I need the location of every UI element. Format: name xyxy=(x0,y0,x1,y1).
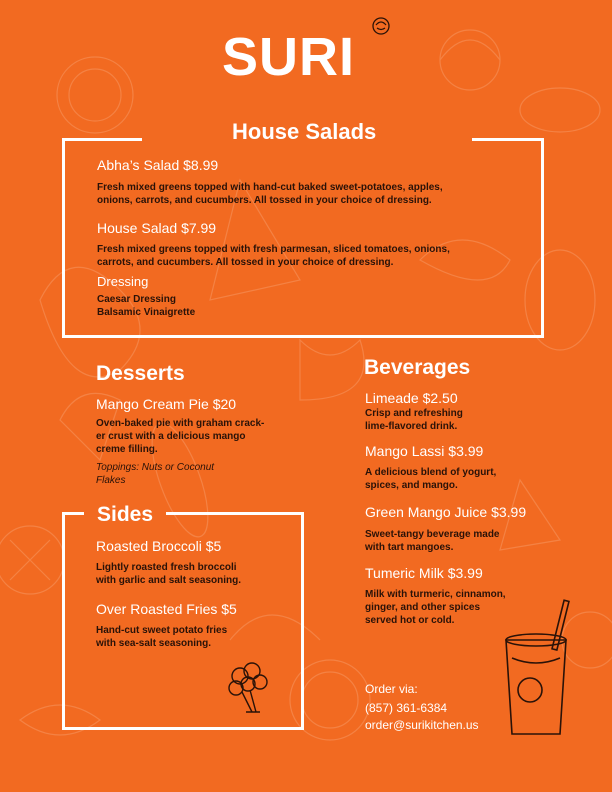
beverages-title: Beverages xyxy=(364,356,471,379)
salads-frame-bottom xyxy=(62,335,544,338)
salad-item-desc: Fresh mixed greens topped with hand-cut baked sweet-potatoes, apples, onions, carrots, and cucumbers. All tossed in your choice of dressing. xyxy=(97,182,443,206)
salads-frame-left xyxy=(62,138,65,338)
side-item-desc: Lightly roasted fresh broccoli with garlic and salt seasoning. xyxy=(96,562,242,586)
dessert-toppings: Toppings: Nuts or Coconut Flakes xyxy=(96,462,215,486)
beverage-item-title: Green Mango Juice $3.99 xyxy=(365,504,527,520)
beverage-item-desc: Crisp and refreshing lime-flavored drink. xyxy=(365,408,463,432)
drink-cup-icon xyxy=(500,598,572,738)
sides-frame-top-left xyxy=(62,512,84,515)
dessert-item-title: Mango Cream Pie $20 xyxy=(96,396,237,412)
order-label: Order via: xyxy=(365,682,418,696)
sides-frame-top-right xyxy=(166,512,304,515)
salad-item-title: Abha’s Salad $8.99 xyxy=(97,157,219,173)
brand-name: SURI xyxy=(222,27,356,87)
sides-frame-bottom xyxy=(62,727,304,730)
house-salads-title: House Salads xyxy=(232,119,377,144)
broccoli-icon xyxy=(222,660,274,716)
sides-frame-left xyxy=(62,512,65,730)
beverage-item-title: Mango Lassi $3.99 xyxy=(365,443,484,459)
beverage-item-desc: Milk with turmeric, cinnamon, ginger, and other spices served hot or cold. xyxy=(365,589,506,626)
desserts-title: Desserts xyxy=(96,362,185,385)
side-item-title: Roasted Broccoli $5 xyxy=(96,538,222,554)
dressing-label: Dressing xyxy=(97,274,149,289)
order-email[interactable]: order@surikitchen.us xyxy=(365,718,479,732)
salads-frame-top-right xyxy=(472,138,544,141)
salad-item-title: House Salad $7.99 xyxy=(97,220,217,236)
sides-title: Sides xyxy=(97,503,154,526)
chef-logo-icon xyxy=(370,16,392,36)
beverage-item-desc: Sweet-tangy beverage made with tart mangoes. xyxy=(365,529,500,553)
side-item-desc: Hand-cut sweet potato fries with sea-salt seasoning. xyxy=(96,625,228,649)
side-item-title: Over Roasted Fries $5 xyxy=(96,601,237,617)
salad-item-desc: Fresh mixed greens topped with fresh parmesan, sliced tomatoes, onions, carrots, and cucumbers. All tossed in your choice of dressing. xyxy=(97,244,450,268)
beverage-item-desc: A delicious blend of yogurt, spices, and mango. xyxy=(365,467,497,491)
beverage-item-title: Limeade $2.50 xyxy=(365,390,458,406)
order-phone[interactable]: (857) 361-6384 xyxy=(365,701,448,715)
salads-frame-right xyxy=(541,138,544,338)
sides-frame-right xyxy=(301,512,304,730)
dressing-options: Caesar Dressing Balsamic Vinaigrette xyxy=(97,294,196,318)
beverage-item-title: Tumeric Milk $3.99 xyxy=(365,565,483,581)
salads-frame-top-left xyxy=(62,138,142,141)
dessert-item-desc: Oven-baked pie with graham crack- er crust with a delicious mango creme filling. xyxy=(96,418,265,455)
